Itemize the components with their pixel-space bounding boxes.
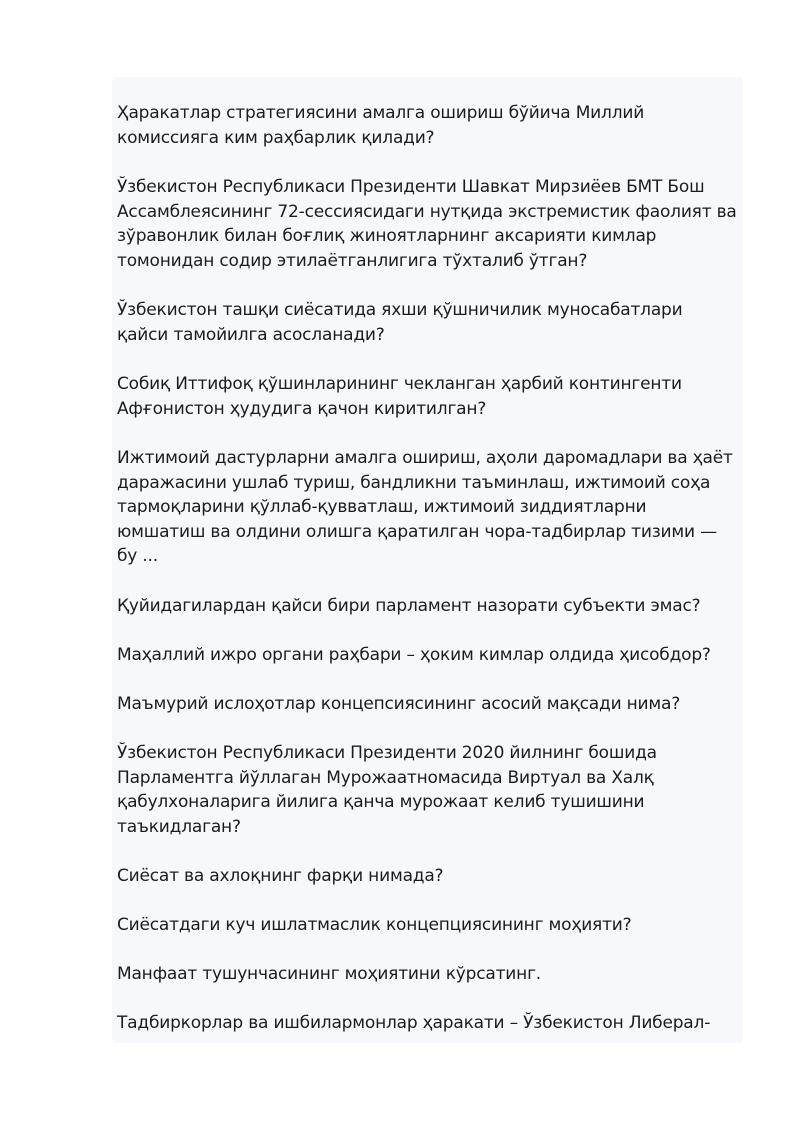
question-13: Тадбиркорлар ва ишбилармонлар ҳаракати – Ўзбекистон Либерал-: [117, 1013, 711, 1033]
question-11: Сиёсатдаги куч ишлатмаслик концепциясининг моҳияти?: [117, 915, 632, 935]
question-10: Сиёсат ва ахлоқнинг фарқи нимада?: [117, 866, 444, 886]
question-8: Маъмурий ислоҳотлар концепсиясининг асосий мақсади нима?: [117, 694, 681, 714]
question-1: Ҳаракатлар стратегиясини амалга ошириш бўйича Миллий комиссияга ким раҳбарлик қилади?: [117, 103, 645, 148]
question-9: Ўзбекистон Республикаси Президенти 2020 йилнинг бошида Парламентга йўллаган Мурожаатномасида Виртуал ва Халқ қабулхоналарига йилига қанча мурожаат келиб тушишини таъкидлаган?: [117, 743, 657, 837]
question-3: Ўзбекистон ташқи сиёсатида яхши қўшничилик муносабатлари қайси тамойилга асосланади?: [117, 300, 683, 345]
question-6: Қуйидагилардан қайси бири парламент назорати субъекти эмас?: [117, 596, 701, 616]
question-7: Маҳаллий ижро органи раҳбари – ҳоким кимлар олдида ҳисобдор?: [117, 645, 711, 665]
question-12: Манфаат тушунчасининг моҳиятини кўрсатинг.: [117, 964, 542, 984]
question-5: Ижтимоий дастурларни амалга ошириш, аҳоли даромадлари ва ҳаёт даражасини ушлаб туриш, бандликни таъминлаш, ижтимоий соҳа тармоқларини қўллаб-қувватлаш, ижтимоий зиддиятларни юмшатиш ва олдини олишга қаратилган чора-тадбирлар тизими — бу ...: [117, 448, 733, 566]
question-2: Ўзбекистон Республикаси Президенти Шавкат Мирзиёев БМТ Бош Ассамблеясининг 72-сессиясидаги нутқида экстремистик фаолият ва зўравонлик билан боғлиқ жиноятларнинг аксарияти кимлар томонидан содир этилаётганлигига тўхталиб ўтган?: [117, 177, 737, 271]
question-4: Собиқ Иттифоқ қўшинларининг чекланган ҳарбий контингенти Афғонистон ҳудудига қачон киритилган?: [117, 374, 682, 419]
